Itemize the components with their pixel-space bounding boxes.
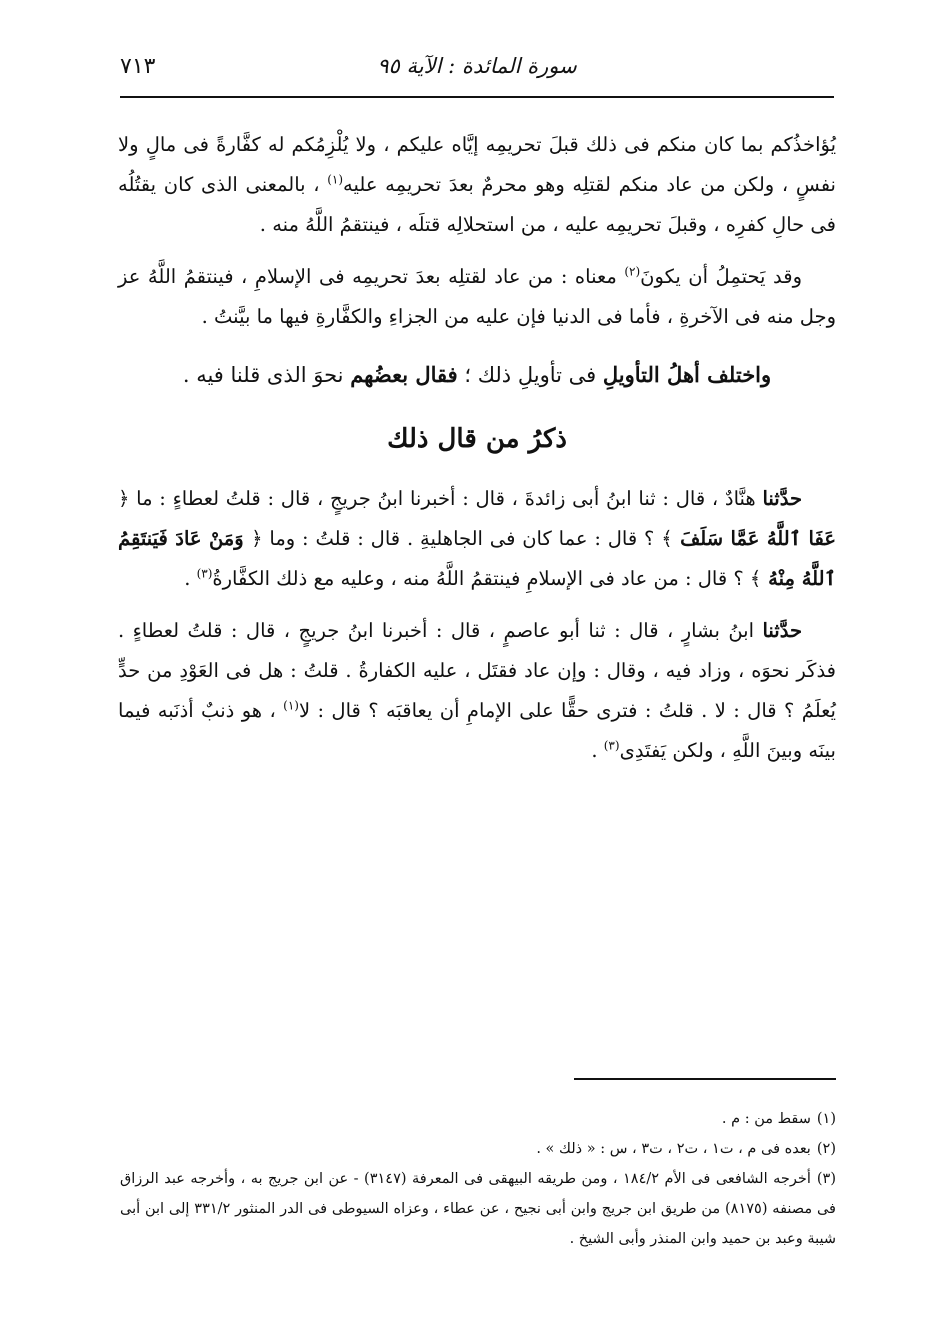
quran-verse-2: وَمَنْ عَادَ فَيَنتَقِمُ ٱللَّهُ مِنْهُ xyxy=(118,527,836,590)
footnote-ref-1: (١) xyxy=(327,172,344,187)
footnote-number: (١) xyxy=(816,1111,836,1127)
p3-part-e: نحوَ الذى قلنا فيه . xyxy=(182,363,351,387)
running-title: سورة المائدة : الآية ٩٥ xyxy=(377,54,577,78)
p4-text-3: ؟ قال : من عاد فى الإسلامِ فينتقمُ اللَّهُ منه ، وعليه مع ذلك الكفَّارةُ xyxy=(212,567,750,590)
hadith-lead-2: حدَّثنا xyxy=(762,619,802,642)
paragraph-2 xyxy=(118,257,836,337)
footnote-1 xyxy=(120,1104,836,1134)
footnote-rule xyxy=(574,1078,836,1080)
footnote-2 xyxy=(120,1134,836,1164)
paragraph-1-text: يُؤاخذُكم بما كان منكم فى ذلك قبلَ تحريمِه إيَّاه عليكم ، ولا يُلْزِمُكم له كفَّارةً فى مالٍ ولا نفسٍ ، ولكن من عاد منكم لقتلِه وهو محرمٌ بعدَ تحريمِه عليه xyxy=(118,133,836,196)
section-heading: ذكرُ من قال ذلك xyxy=(387,424,567,454)
quran-bracket-close-1: ﴾ xyxy=(661,527,673,550)
footnote-ref-3: (٣) xyxy=(196,566,213,581)
paragraph-2-text: وقد يَحتمِلُ أن يكونَ xyxy=(640,265,802,288)
p4-text-2: ؟ قال : عما كان فى الجاهليةِ . قال : قلتُ : وما xyxy=(262,527,662,550)
paragraph-2-tail: معناه : من عاد لقتلِه بعدَ تحريمِه فى الإسلامِ ، فينتقمُ اللَّهُ عز وجل منه فى الآخرةِ ، فأما فى الدنيا فإن عليه من الجزاءِ والكفَّارةِ فيها ما بيَّنتُ . xyxy=(118,265,836,328)
page-number: ٧١٣ xyxy=(120,54,156,79)
footnote-ref-5: (٣) xyxy=(603,738,620,753)
quran-bracket-open-2: ﴿ xyxy=(251,527,263,550)
footnote-text: سقط من : م . xyxy=(721,1111,811,1127)
footnote-text: أخرجه الشافعى فى الأم ١٨٤/٢ ، ومن طريقه البيهقى فى المعرفة (٣١٤٧) - عن ابن جريج به ، وأخرجه عبد الرزاق فى مصنفه (٨١٧٥) من طريق ابن جريج وابن أبى نجيح ، عن عطاء ، وعزاه السيوطى فى الدر المنثور ٣٣١/٢ إلى ابن أبى شيبة وعبد بن حميد وابن المنذر وأبى الشيخ . xyxy=(120,1171,836,1247)
quran-bracket-open-1: ﴿ xyxy=(118,487,130,510)
header-rule xyxy=(120,96,834,98)
quran-bracket-close-2: ﴾ xyxy=(749,567,762,590)
paragraph-3 xyxy=(118,355,836,395)
quran-verse-1: عَفَا ٱللَّهُ عَمَّا سَلَفَ xyxy=(672,527,836,550)
p5-text-2: ، هو ذنبٌ أذنَبه فيما بينَه وبينَ اللَّهِ ، ولكن يَفتَدِى xyxy=(118,699,836,762)
p3-part-d: فقال بعضُهم xyxy=(350,362,458,387)
p3-part-c: فى تأويلِ ذلك ؛ xyxy=(457,363,603,387)
footnote-text: بعده فى م ، ت١ ، ت٢ ، ت٣ ، س : « ذلك » . xyxy=(536,1141,811,1157)
p4-text-4: . xyxy=(184,567,197,590)
footnote-ref-2: (٢) xyxy=(624,264,641,279)
paragraph-1-tail: ، بالمعنى الذى كان يقتُلُه فى حالِ كفرِه ، وقبلَ تحريمِه عليه ، من استحلالِه قتلَه ، فينتقمُ اللَّهُ منه . xyxy=(118,173,836,236)
footnote-number: (٢) xyxy=(816,1141,836,1157)
p3-part-b: أهلُ التأويلِ xyxy=(602,362,700,387)
paragraph-1 xyxy=(118,125,836,245)
p5-text-3: . xyxy=(591,739,604,762)
footnote-3 xyxy=(120,1164,836,1254)
footnotes xyxy=(120,1104,836,1254)
p3-part-a: واختلف xyxy=(699,362,772,387)
footnote-ref-4: (١) xyxy=(283,698,299,713)
main-text xyxy=(118,125,836,783)
p5-text-1: ابنُ بشارٍ ، قال : ثنا أبو عاصمٍ ، قال : أخبرنا ابنُ جريجٍ ، قال : قلتُ لعطاءٍ . فذكَر نحوَه ، وزاد فيه ، وقال : وإن عاد فقتَل ، عليه الكفارةُ . قلتُ : هل فى العَوْدِ من حدٍّ يُعلَمُ ؟ قال : لا . قلتُ : فترى حقًّا على الإمامِ أن يعاقبَه ؟ قال : لا xyxy=(118,619,836,722)
p4-text-1: هنَّادٌ ، قال : ثنا ابنُ أبى زائدةَ ، قال : أخبرنا ابنُ جريجٍ ، قال : قلتُ لعطاءٍ : ما xyxy=(129,487,763,510)
hadith-lead-1: حدَّثنا xyxy=(762,487,802,510)
paragraph-5 xyxy=(118,611,836,771)
paragraph-4 xyxy=(118,479,836,599)
page-header xyxy=(120,48,834,92)
footnote-number: (٣) xyxy=(816,1171,836,1187)
